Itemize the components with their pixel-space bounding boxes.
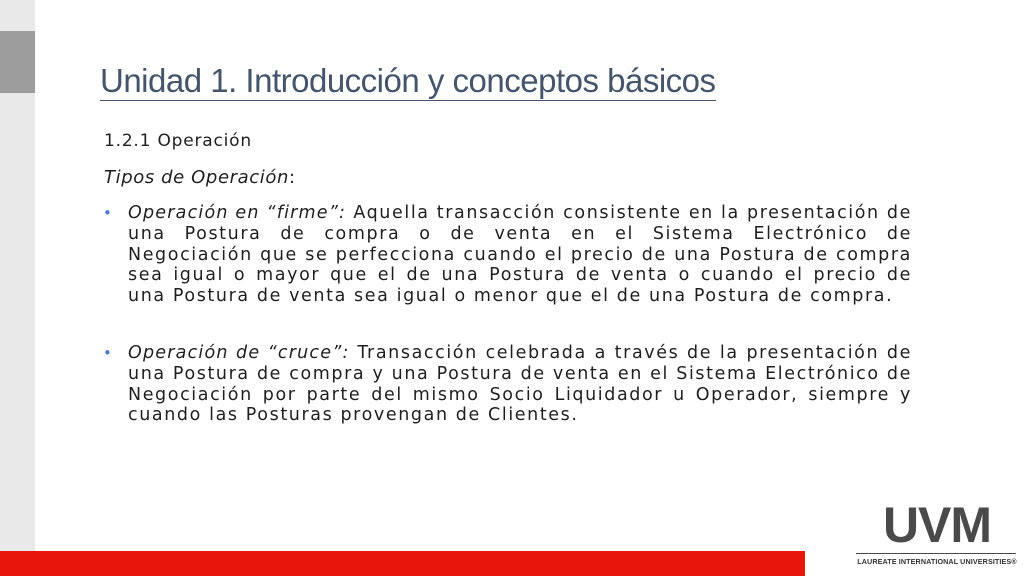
slide-title: Unidad 1. Introducción y conceptos básicos bbox=[100, 62, 716, 99]
subheading-colon: : bbox=[288, 167, 296, 188]
section-heading: 1.2.1 Operación bbox=[104, 131, 252, 151]
uvm-logo bbox=[852, 497, 1022, 570]
logo-divider bbox=[856, 553, 1016, 554]
bullet-text: Transacción celebrada a través de la presentación de una Postura de compra y una Postura de venta en el Sistema Electrónico de Negociación por parte del mismo Socio Liquidador u Operador, siempre y cuando las Posturas provengan de Clientes. bbox=[128, 343, 912, 426]
subheading bbox=[104, 167, 296, 188]
logo-tagline: LAUREATE INTERNATIONAL UNIVERSITIES® bbox=[857, 557, 1017, 566]
bullet-text: Aquella transacción consistente en la presentación de una Postura de compra o de venta en el Sistema Electrónico de Negociación que se perfecciona cuando el precio de una Postura de compra sea igual o mayor que el de una Postura de venta o cuando el precio de una Postura de venta sea igual o menor que el de una Postura de compra. bbox=[128, 203, 913, 307]
bullet-term: Operación de “cruce”: bbox=[128, 343, 350, 363]
bullet-body bbox=[128, 203, 912, 307]
left-accent-block bbox=[0, 31, 35, 93]
bullet-term: Operación en “firme”: bbox=[128, 203, 347, 223]
bullet-dot: • bbox=[103, 344, 112, 362]
bullet-body bbox=[128, 343, 912, 426]
subheading-text: Tipos de Operación bbox=[104, 167, 289, 188]
bullet-item-cruce bbox=[104, 343, 912, 426]
logo-wordmark: UVM bbox=[882, 497, 992, 553]
bullet-dot: • bbox=[103, 204, 112, 222]
bottom-red-bar bbox=[0, 551, 805, 576]
bullet-item-firme bbox=[104, 203, 912, 307]
